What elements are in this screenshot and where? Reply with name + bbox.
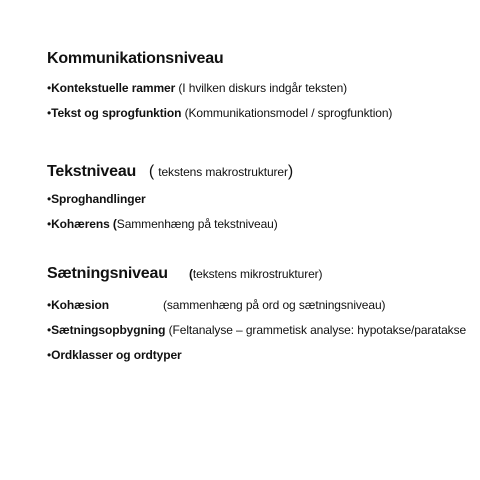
bullet-description: (Kommunikationsmodel / sprogfunktion) [184,106,393,120]
bullet-kontekstuelle-rammer [47,81,347,95]
bullet-tekst-og-sprogfunktion [47,106,392,120]
bullet-marker: • [47,192,52,206]
bullet-ordklasser-og-ordtyper [47,348,182,362]
bullet-kohaesion [47,298,385,312]
bullet-sproghandlinger [47,192,146,206]
bullet-term: Kontekstuelle rammer [51,81,176,95]
note-open-paren: ( [189,267,193,281]
section-title: Tekstniveau [47,163,137,180]
bullet-marker: • [47,217,52,231]
bullet-term: Ordklasser og ordtyper [51,348,182,362]
note-open-paren: ( [148,163,154,180]
bullet-term: Kohæsion [51,298,109,312]
section-heading-saetningsniveau [47,265,322,283]
bullet-kohaerens [47,217,278,231]
bullet-marker: • [47,298,52,312]
description-open-paren: ( [112,217,117,231]
bullet-marker: • [47,106,52,120]
note-close-paren: ) [287,163,294,180]
bullet-term: Kohærens [51,217,110,231]
section-note: tekstens makrostrukturer [158,165,288,179]
bullet-term: Sproghandlinger [51,192,146,206]
bullet-description: (Feltanalyse – grammetisk analyse: hypotakse/parataksе [168,323,467,337]
bullet-term: Sætningsopbygning [51,323,166,337]
bullet-marker: • [47,348,52,362]
bullet-saetningsopbygning [47,323,466,337]
section-heading-tekstniveau [47,163,293,181]
section-title: Kommunikationsniveau [47,50,224,67]
section-note: tekstens mikrostrukturer) [192,267,323,281]
section-heading-kommunikationsniveau [47,50,223,68]
bullet-term: Tekst og sprogfunktion [51,106,182,120]
bullet-description: (sammenhæng på ord og sætningsniveau) [162,298,386,312]
bullet-marker: • [47,323,52,337]
bullet-description: Sammenhæng på tekstniveau) [116,217,278,231]
bullet-description: (I hvilken diskurs indgår teksten) [178,81,348,95]
section-title: Sætningsniveau [47,265,168,282]
bullet-marker: • [47,81,52,95]
